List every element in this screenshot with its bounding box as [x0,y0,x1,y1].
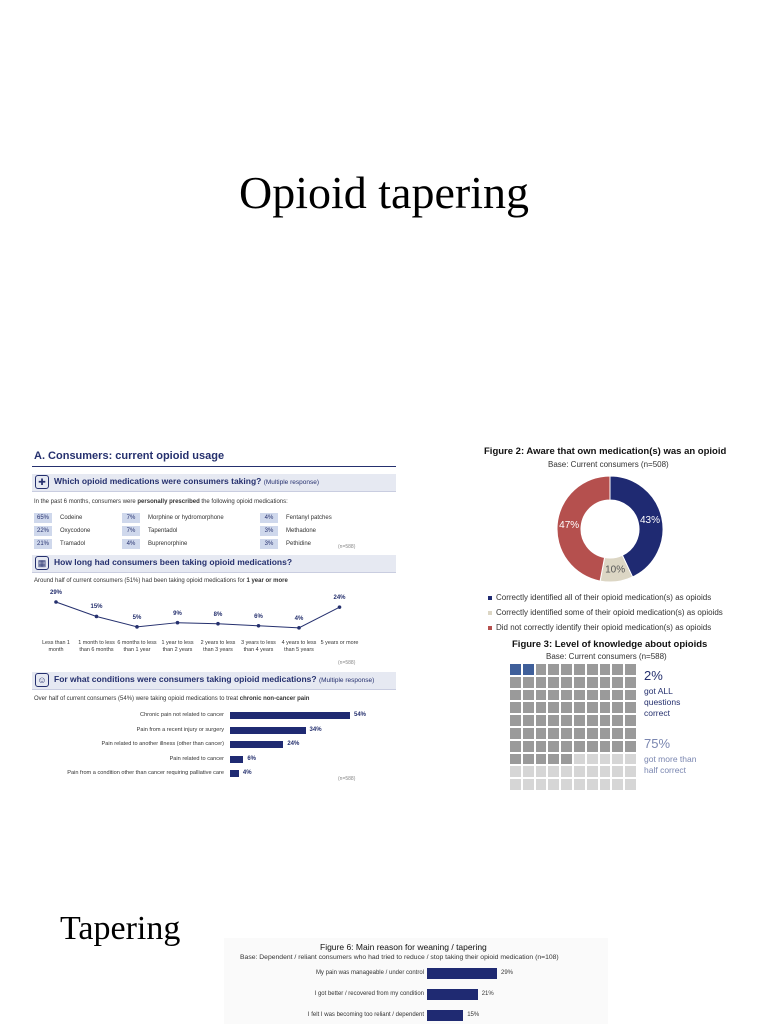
waffle-cell [561,741,572,752]
waffle-cell [523,766,534,777]
waffle-cell [523,715,534,726]
waffle-cell [600,702,611,713]
question-text [54,476,319,486]
waffle-cell [625,702,636,713]
medication-percent: 4% [122,539,140,549]
duration-point [135,625,139,629]
medications-subtitle [34,499,288,505]
waffle-cell [536,766,547,777]
duration-value-label: 4% [294,615,304,622]
medication-name: Tramadol [60,541,86,547]
figure2-base: Base: Current consumers (n=508) [548,460,669,469]
sample-note: (n=588) [338,660,356,666]
waffle-cell [510,690,521,701]
medication-percent: 65% [34,513,52,523]
waffle-cell [612,690,623,701]
waffle-cell [625,690,636,701]
waffle-cell [574,715,585,726]
waffle-cell [600,728,611,739]
medication-percent: 22% [34,526,52,536]
subtitle-bold: personally prescribed [137,499,200,505]
waffle-cell [536,715,547,726]
subtitle-bold: 1 year or more [246,578,288,584]
condition-label: Chronic pain not related to cancer [140,712,224,718]
waffle-cell [587,690,598,701]
duration-point [257,624,261,628]
duration-point [54,600,58,604]
duration-point [176,621,180,625]
duration-value-label: 8% [213,611,223,618]
duration-category-label: 3 years to less than 4 years [241,640,276,653]
panel-heading: A. Consumers: current opioid usage [34,450,225,462]
waffle-cell [510,664,521,675]
condition-value: 34% [309,726,322,733]
reason-value: 21% [481,991,494,997]
duration-category-label: 6 months to less than 1 year [117,640,157,653]
waffle-cell [561,664,572,675]
figure2-title: Figure 2: Aware that own medication(s) was an opioid [484,446,727,457]
waffle-cell [600,754,611,765]
conditions-subtitle [34,696,309,702]
stat-all-correct-line: questions [644,697,681,707]
condition-bar [230,741,283,748]
medication-percent: 3% [260,526,278,536]
duration-value-label: 29% [49,590,62,596]
waffle-cell [548,766,559,777]
waffle-cell [574,702,585,713]
waffle-cell [548,702,559,713]
waffle-cell [612,754,623,765]
waffle-cell [574,741,585,752]
waffle-cell [600,766,611,777]
duration-category-label: 1 month to less than 6 months [78,640,115,653]
waffle-cell [574,728,585,739]
waffle-cell [523,754,534,765]
condition-bar [230,756,243,763]
waffle-cell [574,664,585,675]
waffle-cell [625,728,636,739]
waffle-cell [548,741,559,752]
waffle-cell [523,728,534,739]
question-label: For what conditions were consumers taking opioid medications? [54,674,317,684]
waffle-cell [510,741,521,752]
condition-value: 6% [247,755,256,762]
waffle-cell [612,702,623,713]
legend-label: Did not correctly identify their opioid medication(s) as opioids [496,623,712,632]
stat-half-correct-value: 75% [644,736,671,751]
waffle-cell [600,664,611,675]
reason-value: 29% [501,970,514,976]
reason-label: I felt I was becoming too reliant / dependent [307,1012,424,1018]
legend-item [488,623,711,632]
waffle-cell [510,677,521,688]
person-icon: ☺ [35,673,49,687]
waffle-cell [548,664,559,675]
legend-marker [488,611,492,615]
stat-all-correct-value: 2% [644,668,663,683]
figure3-base: Base: Current consumers (n=588) [546,652,667,661]
duration-point [216,622,220,626]
duration-category-label: Less than 1 month [42,640,70,653]
waffle-cell [548,715,559,726]
duration-point [338,605,342,609]
reason-bar [427,968,497,979]
medication-percent: 7% [122,513,140,523]
waffle-cell [574,754,585,765]
waffle-cell [561,690,572,701]
condition-bar [230,770,239,777]
stat-all-correct-line: got ALL [644,686,673,696]
donut-slice-label: 10% [605,564,626,576]
waffle-cell [625,715,636,726]
subtitle-bold: chronic non-cancer pain [239,696,310,702]
medication-percent: 7% [122,526,140,536]
legend-item [488,608,723,617]
waffle-cell [561,715,572,726]
question-qualifier: (Multiple response) [263,479,319,486]
duration-value-label: 6% [254,613,263,620]
stat-half-correct-line: got more than [644,754,697,764]
duration-category-label: 5 years or more [320,640,359,646]
waffle-cell [536,754,547,765]
subtitle-text: In the past 6 months, consumers were [34,499,138,505]
condition-value: 54% [354,712,367,718]
waffle-cell [612,779,623,790]
waffle-cell [600,677,611,688]
reason-label: I got better / recovered from my condition [314,991,424,997]
waffle-cell [510,728,521,739]
waffle-cell [536,664,547,675]
legend-marker [488,596,492,600]
condition-label: Pain from a condition other than cancer requiring palliative care [67,770,224,776]
waffle-cell [561,702,572,713]
consumer-usage-panel [28,444,400,789]
legend-marker [488,626,492,630]
waffle-cell [523,690,534,701]
reason-label: My pain was manageable / under control [315,970,424,976]
waffle-cell [548,690,559,701]
waffle-cell [625,677,636,688]
waffle-cell [536,728,547,739]
waffle-cell [574,677,585,688]
sample-note: (n=588) [338,776,356,782]
waffle-cell [548,677,559,688]
waffle-cell [612,715,623,726]
waffle-cell [587,779,598,790]
waffle-cell [548,779,559,790]
medication-name: Codeine [60,515,83,521]
waffle-cell [600,741,611,752]
waffle-cell [510,702,521,713]
donut-slice-label: 43% [640,515,661,527]
question-bar-duration [32,555,396,573]
subtitle-text: the following opioid medications: [199,499,288,505]
subtitle-text: Around half of current consumers (51%) had been taking opioid medications for [34,578,247,584]
waffle-cell [523,779,534,790]
waffle-cell [612,741,623,752]
waffle-cell [561,677,572,688]
waffle-cell [587,754,598,765]
waffle-cell [523,664,534,675]
subtitle-text: Over half of current consumers (54%) were taking opioid medications to treat [34,696,240,702]
waffle-cell [536,779,547,790]
duration-value-label: 5% [132,614,142,621]
waffle-cell [625,766,636,777]
waffle-cell [625,741,636,752]
waffle-cell [574,766,585,777]
waffle-cell [587,677,598,688]
waffle-cell [612,728,623,739]
duration-value-label: 15% [90,604,103,611]
waffle-cell [600,779,611,790]
condition-value: 4% [242,770,252,776]
awareness-donut-chart [540,470,680,588]
waffle-cell [587,766,598,777]
legend-label: Correctly identified some of their opioid medication(s) as opioids [496,608,723,617]
waffle-cell [548,754,559,765]
medication-percent: 3% [260,539,278,549]
legend-label: Correctly identified all of their opioid medication(s) as opioids [496,593,712,602]
waffle-cell [587,715,598,726]
waffle-cell [587,664,598,675]
condition-label: Pain related to cancer [169,755,224,762]
reason-bar [427,989,478,1000]
duration-point [297,626,301,630]
figure3-title: Figure 3: Level of knowledge about opioids [512,639,708,650]
medication-name: Tapentadol [148,528,178,534]
condition-bar [230,712,350,719]
medication-percent: 21% [34,539,52,549]
waffle-cell [600,715,611,726]
waffle-cell [561,779,572,790]
waffle-cell [612,677,623,688]
medication-percent: 4% [260,513,278,523]
condition-value: 24% [287,741,300,747]
waffle-cell [625,754,636,765]
legend-item [488,593,711,602]
medication-name: Fentanyl patches [286,515,332,521]
waffle-cell [536,677,547,688]
duration-category-label: 1 year to less than 2 years [161,640,194,653]
waffle-cell [536,741,547,752]
waffle-cell [625,664,636,675]
waffle-cell [561,728,572,739]
medication-name: Oxycodone [60,528,91,534]
condition-bar [230,727,306,734]
waffle-cell [612,766,623,777]
slide-title: Opioid tapering [239,167,529,218]
question-qualifier: (Multiple response) [318,677,375,684]
reason-value: 15% [467,1012,480,1018]
waffle-cell [625,779,636,790]
waffle-cell [536,702,547,713]
waffle-cell [510,779,521,790]
waffle-cell [612,664,623,675]
calendar-icon: ▦ [35,556,49,570]
waffle-cell [548,728,559,739]
waffle-cell [600,690,611,701]
waffle-cell [510,766,521,777]
medication-name: Pethidine [286,541,312,547]
waffle-cell [587,702,598,713]
waffle-cell [523,702,534,713]
section-title: Tapering [60,910,181,947]
knowledge-waffle-chart [510,664,636,790]
medication-name: Morphine or hydromorphone [148,515,224,521]
question-bar-conditions [32,672,396,690]
medication-name: Methadone [286,528,317,534]
waffle-cell [510,754,521,765]
reason-bar [427,1010,463,1021]
divider [32,466,396,467]
waffle-cell [587,728,598,739]
donut-slice-label: 47% [559,520,580,532]
sample-note: (n=588) [338,544,356,550]
waffle-cell [561,766,572,777]
waffle-cell [587,741,598,752]
waffle-cell [523,741,534,752]
question-text [54,674,374,684]
waffle-cell [574,690,585,701]
medication-name: Buprenorphine [148,541,188,547]
condition-label: Pain related to another illness (other than cancer) [101,741,224,747]
question-label: Which opioid medications were consumers taking? [54,476,262,486]
duration-category-label: 4 years to less than 5 years [281,640,317,653]
duration-value-label: 9% [173,610,182,617]
question-label: How long had consumers been taking opioid medications? [54,557,293,567]
question-bar-medications [32,474,396,492]
duration-point [95,615,99,619]
waffle-cell [523,677,534,688]
duration-category-label: 2 years to less than 3 years [200,640,236,653]
duration-value-label: 24% [333,595,346,602]
waffle-cell [510,715,521,726]
stat-half-correct-line: half correct [644,765,687,775]
figure6-title: Figure 6: Main reason for weaning / tapering [320,942,487,952]
stat-all-correct-line: correct [644,708,670,718]
waffle-cell [574,779,585,790]
waffle-cell [536,690,547,701]
pill-bottle-icon: ✚ [35,475,49,489]
figure6-base: Base: Dependent / reliant consumers who had tried to reduce / stop taking their opioid medication (n=108) [240,954,559,961]
condition-label: Pain from a recent injury or surgery [136,726,224,733]
waffle-cell [561,754,572,765]
